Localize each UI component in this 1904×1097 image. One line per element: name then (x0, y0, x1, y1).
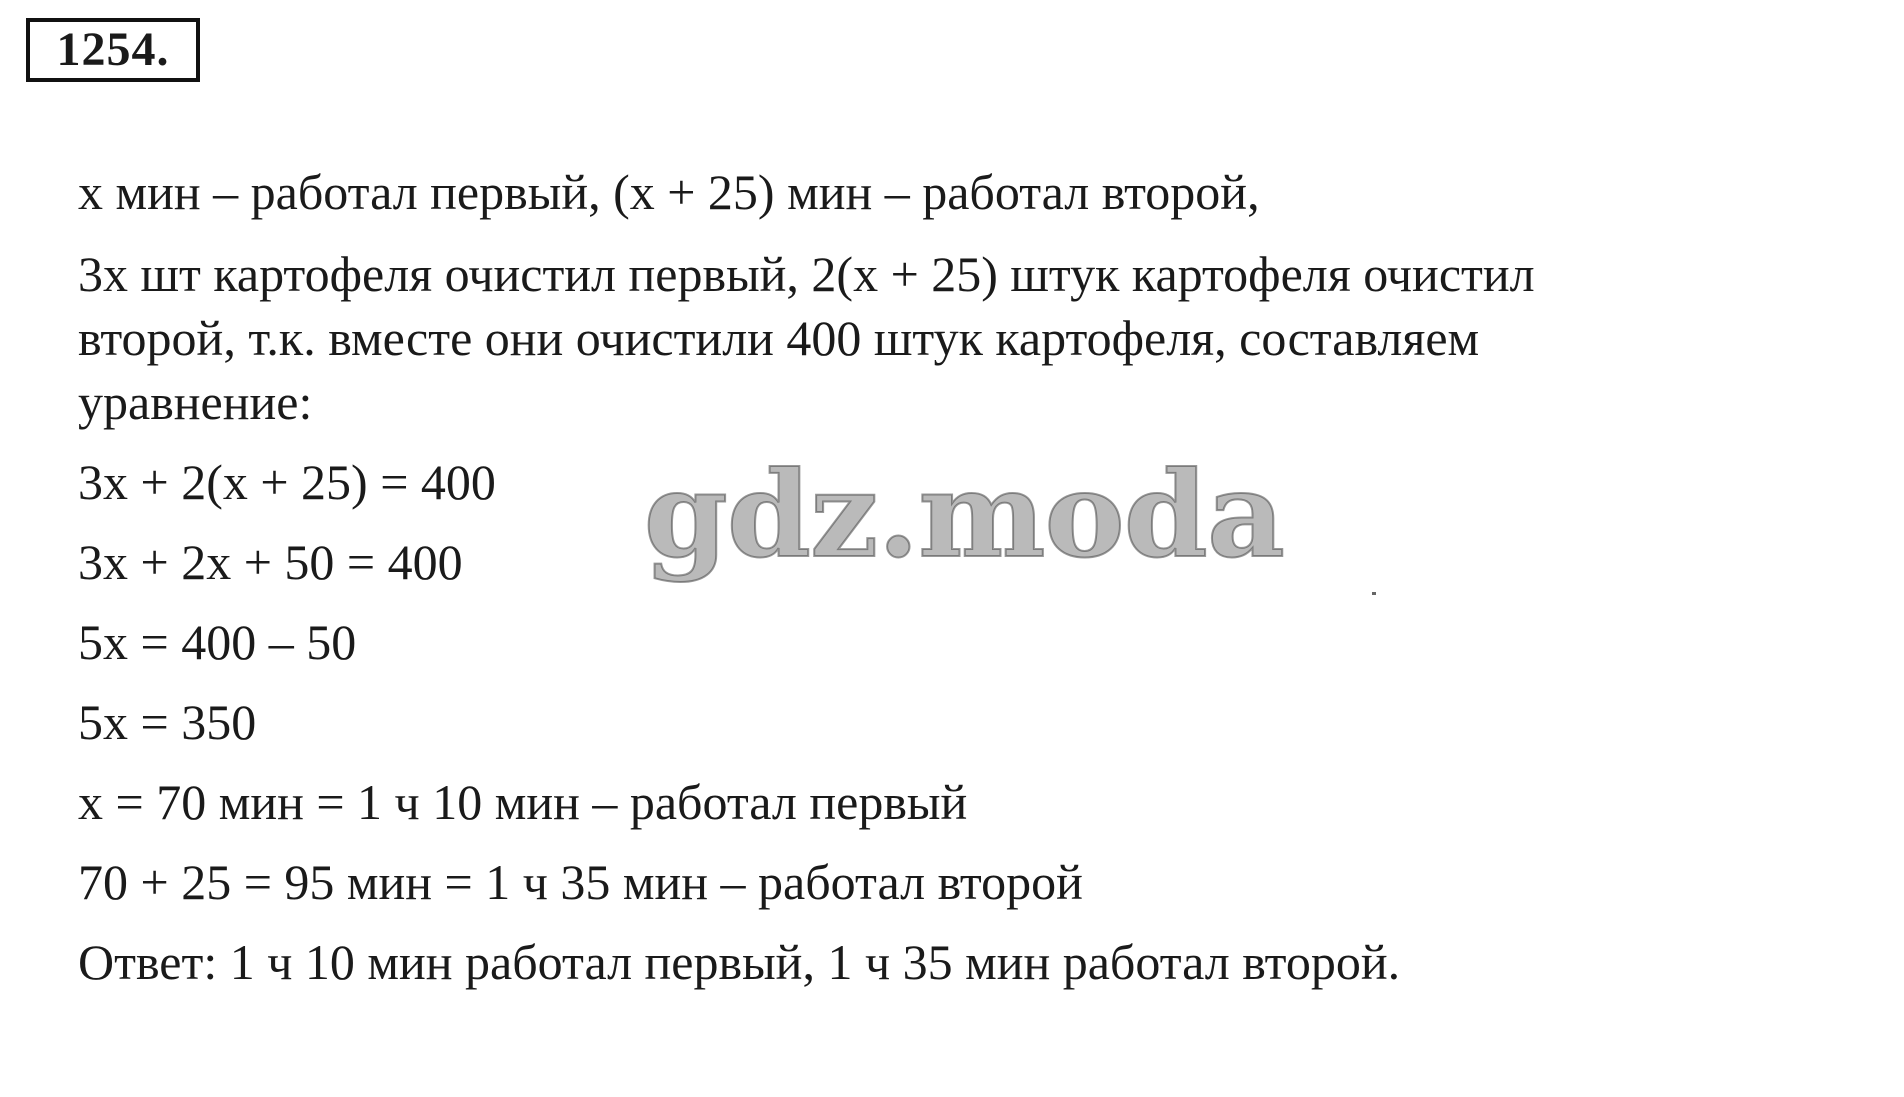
problem-number-box: 1254. (26, 18, 200, 82)
watermark-logo: gdz.moda (643, 445, 1284, 584)
scan-speck (1372, 592, 1376, 595)
solution-line-4: уравнение: (78, 374, 313, 430)
equation-line-3: 5x = 400 – 50 (78, 614, 357, 670)
answer-line: Ответ: 1 ч 10 мин работал первый, 1 ч 35 мин работал второй. (78, 934, 1401, 990)
equation-line-2: 3x + 2x + 50 = 400 (78, 534, 463, 590)
solution-line-2: 3x шт картофеля очистил первый, 2(x + 25) штук картофеля очистил (78, 246, 1535, 302)
result-line-second: 70 + 25 = 95 мин = 1 ч 35 мин – работал второй (78, 854, 1083, 910)
solution-line-1: x мин – работал первый, (x + 25) мин – работал второй, (78, 164, 1260, 220)
equation-line-1: 3x + 2(x + 25) = 400 (78, 454, 496, 510)
equation-line-4: 5x = 350 (78, 694, 257, 750)
solution-line-3: второй, т.к. вместе они очистили 400 штук картофеля, составляем (78, 310, 1480, 366)
result-line-first: x = 70 мин = 1 ч 10 мин – работал первый (78, 774, 968, 830)
